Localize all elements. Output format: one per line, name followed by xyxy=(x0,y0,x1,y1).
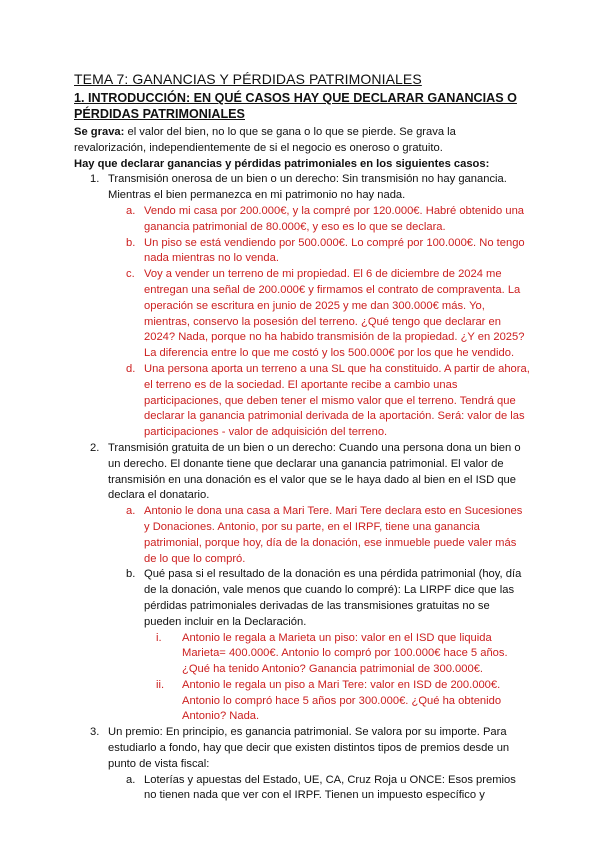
list-item xyxy=(74,773,530,805)
list-item xyxy=(74,725,530,772)
list-item xyxy=(74,567,530,630)
list-item-text: Una persona aporta un terreno a una SL que ha constituido. A partir de ahora, el terreno es de la sociedad. El aportante recibe a cambio unas participaciones, que deben tener el mismo valor que el terreno. Tendrá que declarar la ganancia patrimonial derivada de la aportación. Será: valor de las participaciones - valor de adquisición del terreno. xyxy=(144,362,530,439)
list-number: 1. xyxy=(90,173,100,186)
list-item-text: Un premio: En principio, es ganancia patrimonial. Se valora por su importe. Para estudiarlo a fondo, hay que decir que existen distintos tipos de premios desde un punto de vista fiscal: xyxy=(108,726,510,770)
list-item xyxy=(74,267,530,362)
list-item xyxy=(74,236,530,268)
list-item xyxy=(74,441,530,504)
list-item xyxy=(74,504,530,567)
list-number: 3. xyxy=(90,726,100,739)
se-grava-text: el valor del bien, no lo que se gana o lo que se pierde. Se grava la revalorización, independientemente de si el negocio es oneroso o gratuito. xyxy=(74,126,456,154)
list-letter: d. xyxy=(126,362,136,375)
se-grava-label: Se grava: xyxy=(74,126,125,138)
list-roman: ii. xyxy=(156,678,165,691)
list-letter: a. xyxy=(126,773,136,786)
list-item-text: Vendo mi casa por 200.000€, y la compré por 120.000€. Habré obtenido una ganancia patrimonial de 80.000€, y eso es lo que se declara. xyxy=(144,204,525,233)
list-item-text: Voy a vender un terreno de mi propiedad. El 6 de diciembre de 2024 me entregan una señal de 200.000€ y firmamos el contrato de compraventa. La operación se escritura en junio de 2025 y me dan 300.000€ más. Yo, mientras, conservo la posesión del terreno. ¿Qué tengo que declarar en 2024? Nada, porque no ha habido transmisión de la propiedad. ¿Y en 2025? La diferencia entre lo que me costó y los 500.000€ por los que he vendido. xyxy=(144,268,525,360)
list-item xyxy=(74,362,530,441)
list-letter: b. xyxy=(126,236,136,249)
list-number: 2. xyxy=(90,441,100,454)
list-roman: i. xyxy=(156,631,162,644)
document-body xyxy=(74,125,530,804)
list-item-text: Un piso se está vendiendo por 500.000€. Lo compré por 100.000€. No tengo nada mientras no lo venda. xyxy=(144,236,525,265)
list-item-text: Qué pasa si el resultado de la donación es una pérdida patrimonial (hoy, día de la donación, vale menos que cuando lo compré): La LIRPF dice que las pérdidas patrimoniales derivadas de las transmisiones gratuitas no se pueden incluir en la Declaración. xyxy=(144,568,522,628)
list-letter: c. xyxy=(126,268,135,281)
list-letter: b. xyxy=(126,568,136,581)
intro-cases-heading: Hay que declarar ganancias y pérdidas patrimoniales en los siguientes casos: xyxy=(74,157,490,170)
section-heading: 1. INTRODUCCIÓN: EN QUÉ CASOS HAY QUE DECLARAR GANANCIAS O PÉRDIDAS PATRIMONIALES xyxy=(74,91,517,121)
list-item xyxy=(74,172,530,204)
list-item-text: Loterías y apuestas del Estado, UE, CA, Cruz Roja u ONCE: Esos premios no tienen nada que ver con el IRPF. Tienen un impuesto específico y xyxy=(144,773,516,802)
list-letter: a. xyxy=(126,204,136,217)
list-item xyxy=(74,678,530,725)
list-item-text: Antonio le regala a Marieta un piso: valor en el ISD que liquida Marieta= 400.000€. Antonio lo compró por 100.000€ hace 5 años. ¿Qué ha tenido Antonio? Ganancia patrimonial de 300.000€. xyxy=(182,631,508,676)
intro-se-grava xyxy=(74,125,530,157)
list-letter: a. xyxy=(126,505,136,518)
page-title: TEMA 7: GANANCIAS Y PÉRDIDAS PATRIMONIALES xyxy=(74,71,422,87)
list-item-text: Transmisión onerosa de un bien o un derecho: Sin transmisión no hay ganancia. Mientras el bien permanezca en mi patrimonio no hay nada. xyxy=(108,173,507,202)
list-item xyxy=(74,204,530,236)
list-item-text: Antonio le regala un piso a Mari Tere: valor en ISD de 200.000€. Antonio lo compró hace 5 años por 300.000€. ¿Qué ha obtenido Antonio? Nada. xyxy=(182,678,502,723)
list-item xyxy=(74,631,530,678)
list-item-text: Transmisión gratuita de un bien o un derecho: Cuando una persona dona un bien o un derecho. El donante tiene que declarar una ganancia patrimonial. El valor de transmisión en una donación es el valor que se le haya dado al bien en el ISD que declara el donatario. xyxy=(108,441,521,502)
list-item-text: Antonio le dona una casa a Mari Tere. Mari Tere declara esto en Sucesiones y Donaciones. Antonio, por su parte, en el IRPF, tiene una ganancia patrimonial, porque hoy, día de la donación, ese inmueble puede valer más de lo que lo compró. xyxy=(144,505,523,565)
